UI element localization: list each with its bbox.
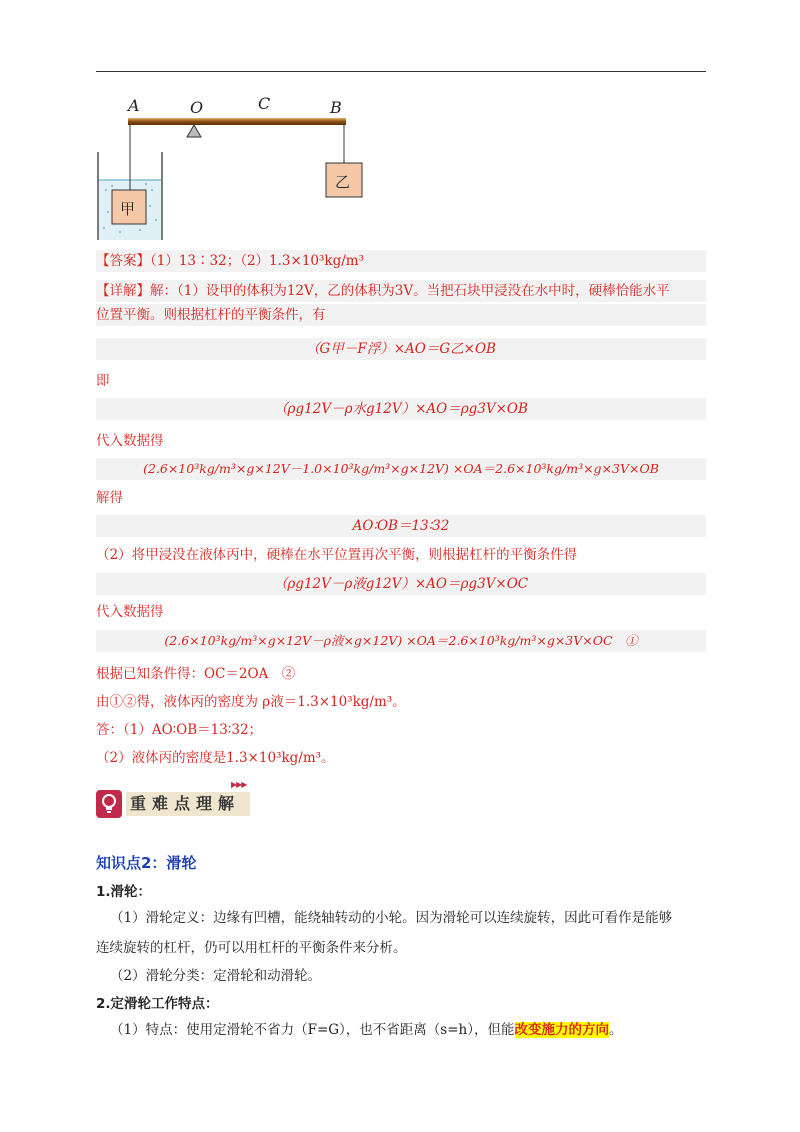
knowledge-heading: 知识点2：滑轮 [96, 854, 197, 872]
section-1-para-1a: （1）滑轮定义：边缘有凹槽，能绕轴转动的小轮。因为滑轮可以连续旋转，因此可看作是能够 [110, 910, 673, 926]
equation-3: (2.6×10³kg/m³×g×12V－1.0×10³kg/m³×g×12V) ×OA＝2.6×10³kg/m³×g×3V×OB [96, 458, 706, 480]
section-2-para-1 [96, 1020, 706, 1040]
result-line: 由①②得，液体丙的密度为 ρ液＝1.3×10³kg/m³。 [96, 694, 406, 710]
label-o: O [190, 98, 204, 117]
lightbulb-icon [96, 790, 122, 818]
header-rule [96, 71, 706, 72]
label-c: C [258, 94, 271, 113]
lever-diagram [90, 90, 390, 240]
fulcrum [187, 125, 201, 137]
section-2-para-1-end: 。 [609, 1022, 623, 1038]
equation-2: （ρg12V－ρ水g12V）×AO＝ρg3V×OB [96, 398, 706, 420]
block-jia-label: 甲 [120, 200, 136, 218]
text-jiede: 解得 [96, 490, 123, 506]
text-dairu-2: 代入数据得 [96, 604, 164, 620]
section-2-para-1-text: （1）特点：使用定滑轮不省力（F=G），也不省距离（s=h），但能 [110, 1022, 515, 1038]
equation-6: (2.6×10³kg/m³×g×12V－ρ液×g×12V) ×OA＝2.6×10³kg/m³×g×3V×OC ① [96, 630, 706, 652]
label-b: B [330, 98, 342, 117]
section-2-title: 2.定滑轮工作特点： [96, 996, 219, 1012]
text-ji: 即 [96, 373, 110, 389]
text-dairu-1: 代入数据得 [96, 433, 164, 449]
section-1-title: 1.滑轮： [96, 884, 152, 900]
final-answer-2: （2）液体丙的密度是1.3×10³kg/m³。 [96, 750, 335, 766]
section-1-para-1b: 连续旋转的杠杆，仍可以用杠杆的平衡条件来分析。 [96, 940, 407, 956]
known-condition: 根据已知条件得：OC＝2OA ② [96, 666, 296, 682]
lever-rod [128, 118, 346, 125]
banner-title: 重难点理解 [126, 792, 250, 816]
equation-1: （G甲－F浮）×AO＝G乙×OB [96, 338, 706, 360]
detail-line-2: 位置平衡。则根据杠杆的平衡条件，有 [96, 304, 706, 326]
part-2-text: （2）将甲浸没在液体丙中，硬棒在水平位置再次平衡，则根据杠杆的平衡条件得 [96, 547, 578, 563]
equation-4: AO∶OB＝13∶32 [96, 515, 706, 537]
equation-5: （ρg12V－ρ液g12V）×AO＝ρg3V×OC [96, 573, 706, 595]
label-a: A [128, 96, 140, 115]
final-answer-1: 答：（1）AO∶OB＝13∶32； [96, 722, 263, 738]
section-1-para-2: （2）滑轮分类：定滑轮和动滑轮。 [110, 968, 322, 984]
highlight-phrase: 改变施力的方向 [514, 1022, 609, 1038]
answer-line: 【答案】（1）13∶32；（2）1.3×10³kg/m³ [96, 250, 706, 272]
triangle-arrows-icon: ▶▶▶ [231, 780, 247, 789]
block-yi-label: 乙 [335, 173, 351, 191]
detail-line-1: 【详解】解：（1）设甲的体积为12V，乙的体积为3V。当把石块甲浸没在水中时，硬棒恰能水平 [96, 280, 706, 302]
